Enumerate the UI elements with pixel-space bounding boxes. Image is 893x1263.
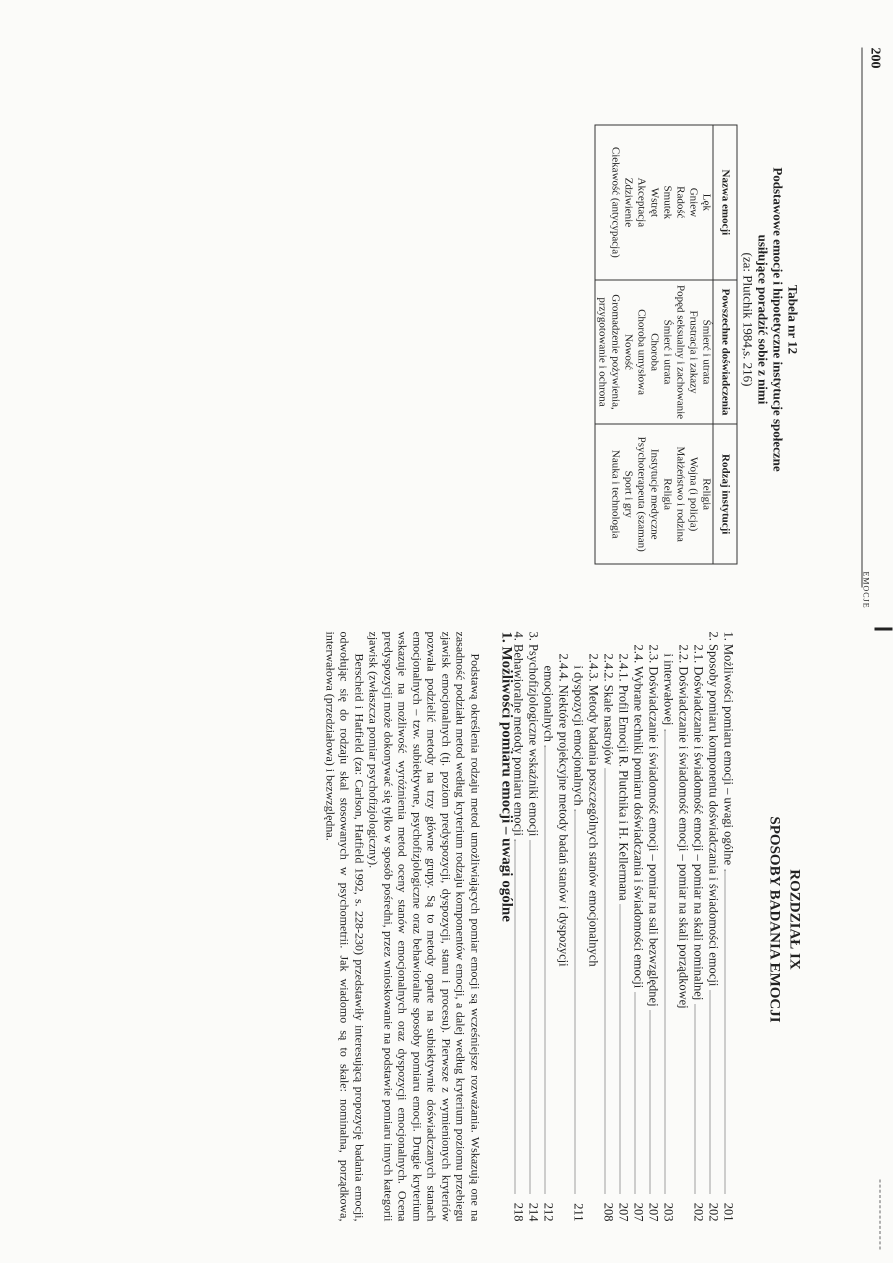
table-row: [687, 125, 700, 564]
cell-emotion: Gniew: [687, 125, 700, 280]
toc-page-number: 207: [616, 1202, 631, 1222]
emotions-table: [595, 125, 738, 565]
toc-entry-title: 2.4.1. Profil Emocji R. Plutchika i H. Kellermana: [616, 653, 631, 901]
toc-leader-dots: [605, 769, 616, 1194]
table-row: [635, 125, 648, 564]
cell-emotion: Radość: [674, 125, 687, 280]
book-spine-mark: [875, 628, 893, 631]
toc-entry-title: 2.2. Doświadczanie i świadomość emocji – pomiar na skali porządkowej: [676, 644, 691, 1009]
cell-experience: Śmierć i utrata: [700, 280, 714, 425]
toc-entry-title: 3. Psychofizjologiczne wskaźniki emocji: [526, 631, 541, 837]
toc-page-number: 207: [631, 1202, 646, 1222]
header-rule: [862, 48, 863, 588]
cell-experience: Frustracja i zakazy: [687, 280, 700, 425]
table-title-line1: Podstawowe emocje i hipotetyczne instytucje społeczne: [770, 167, 786, 472]
cell-experience: Gromadzenie pożywienia, przygotowanie i ochrona: [595, 280, 622, 425]
table-header-row: [713, 125, 737, 564]
cell-institution: Psychoterapeuta (szaman): [635, 424, 648, 564]
cell-experience: Choroba: [648, 280, 661, 425]
toc-page-number: 208: [601, 1202, 616, 1222]
toc-page-number: 211: [571, 1203, 586, 1222]
cell-institution: Małżeństwo i rodzina: [674, 424, 687, 564]
toc-page-number: 214: [526, 1202, 541, 1222]
cell-institution: Sport i gry: [622, 424, 635, 564]
table-label: Tabela nr 12: [785, 284, 801, 355]
chapter-number: ROZDZIAŁ IX: [786, 869, 803, 970]
toc-entry-title: 2.4.4. Niektóre projekcyjne metody badań stanów i dyspozycji: [556, 653, 571, 967]
table-caption: [741, 115, 801, 525]
cell-institution: Instytucje medyczne: [648, 424, 661, 564]
toc-entry-title: 2.4. Wybrane techniki pomiaru doświadczania i świadomości emocji: [631, 644, 646, 989]
toc-entry: [646, 632, 661, 1222]
cell-institution: Religia: [661, 424, 674, 564]
running-head: EMOCJE: [861, 571, 871, 609]
header-institution: Rodzaj instytucji: [713, 424, 737, 564]
cell-experience: Nowość: [622, 280, 635, 425]
toc-leader-dots: [695, 1004, 706, 1193]
toc-entry: [691, 632, 706, 1222]
toc-leader-dots: [515, 840, 526, 1194]
toc-entry-title: 4. Behawioralne metody pomiaru emocji: [511, 631, 526, 836]
toc-page-number: 207: [646, 1202, 661, 1222]
toc-entry-title: 2.3. Doświadczanie i świadomość emocji – pomiar na sali bezwzględnej: [646, 644, 661, 1007]
paragraph: Podstawą określenia rodzaju metod umożliwiających pomiar emocji są wcześniejsze rozważania. Wskazują one na zasadność podziału metod według kryterium rodzaju komponentów emocji, a dalej według kryterium poziomu przebiegu zjawisk emocjonalnych (tj. poziom predyspozycji, dyspozycji, stanu i procesu). Pierwsze z wymienionych kryteriów pozwala podzielić metody na trzy główne grupy. Są to metody oparte na subiektywnie doświadczanych stanach emocjonalnych – tzw. subiektywne, psychofizjologiczne oraz behawioralne sposoby pomiaru emocji. Drugie kryterium wskazuje na możliwość wyróżnienia metod oceny stanów emocjonalnych oraz dyspozycji emocjonalnych. Ocena predyspozycji może dokonywać się tylko w sposób pośredni, przez wnioskowanie na podstawie pomiaru innych kategorii zjawisk (zwłaszcza pomiar psychofizjologiczny).: [367, 631, 483, 1222]
header-experience: Powszechne doświadczenia: [713, 280, 737, 425]
toc-page-number: 202: [706, 1202, 721, 1222]
toc-entry: [601, 632, 616, 1222]
cell-emotion: Wstręt: [648, 125, 661, 280]
toc-leader-dots: [635, 992, 646, 1193]
toc-page-number: 202: [691, 1202, 706, 1222]
toc-entry: [616, 632, 631, 1222]
header-emotion: Nazwa emocji: [713, 125, 737, 280]
toc-entry-title: i interwałowej: [661, 653, 676, 726]
toc-leader-dots: [620, 905, 631, 1194]
toc-entry: [526, 632, 541, 1222]
cell-emotion: Akceptacja: [635, 125, 648, 280]
toc-page-number: 212: [541, 1202, 556, 1222]
cell-emotion: Smutek: [661, 125, 674, 280]
toc-entry: [586, 632, 601, 1222]
cell-emotion: Zdziwienie: [622, 125, 635, 280]
toc-page-number: 218: [511, 1202, 526, 1222]
toc-entry-title: 1. Możliwości pomiaru emocji – uwagi ogólne: [721, 631, 736, 866]
toc-entry: [541, 632, 556, 1222]
toc-entry-title: 2. Sposoby pomiaru komponentu doświadczania i świadomości emocji: [706, 631, 721, 987]
table-title-line2: usiłujące poradzić sobie z nimi: [755, 234, 771, 405]
section-heading: 1. Możliwości pomiaru emocji – uwagi ogólne: [498, 631, 515, 922]
table-row: [622, 125, 635, 564]
toc-entry-title: 2.4.3. Metody badania poszczególnych stanów emocjonalnych: [586, 653, 601, 967]
toc-leader-dots: [530, 840, 541, 1193]
toc-entry: [631, 632, 646, 1222]
scan-artifact: [880, 1180, 881, 1250]
table-row: [648, 125, 661, 564]
toc-entry-title: 2.4.2. Skale nastrojów: [601, 653, 616, 765]
toc-entry: [721, 632, 736, 1222]
cell-institution: Religia: [700, 424, 714, 564]
paragraph: Berscheid i Hatfield (za: Carlson, Hatfield 1992, s. 228-230) przedstawiły interesującą propozycję badania emocji, odwołując się do rodzaju skal stosowanych w psychometrii. Jak wiadomo są to skale: nominalna, porządkowa, interwałowa (przedziałowa) i bezwzględna.: [323, 631, 367, 1222]
cell-emotion: Ciekawość (antycypacja): [595, 125, 622, 280]
chapter-contents: [511, 632, 736, 1222]
toc-entry: [706, 632, 721, 1222]
toc-entry: [661, 632, 676, 1222]
chapter-title: SPOSOBY BADANIA EMOCJI: [766, 816, 783, 1023]
cell-experience: Popęd seksualny i zachowanie: [674, 280, 687, 425]
toc-leader-dots: [710, 990, 721, 1193]
toc-leader-dots: [650, 1011, 661, 1194]
table-row: [700, 125, 714, 564]
toc-entry: [571, 632, 586, 1222]
section-body: [323, 632, 483, 1222]
toc-page-number: 201: [721, 1202, 736, 1222]
toc-entry-title: i dyspozycji emocjonalnych: [571, 665, 586, 806]
cell-institution: Wojna (i policja): [687, 424, 700, 564]
toc-page-number: 203: [661, 1202, 676, 1222]
table-row: [595, 125, 622, 564]
toc-entry: [556, 632, 571, 1222]
page-number: 200: [867, 47, 883, 69]
toc-entry: [676, 632, 691, 1222]
toc-leader-dots: [665, 729, 676, 1193]
toc-entry-title: emocjonalnych: [541, 665, 556, 742]
table-source: (za: Plutchik 1984,s. 216): [740, 252, 756, 387]
cell-experience: Śmierć i utrata: [661, 280, 674, 425]
toc-leader-dots: [545, 746, 556, 1194]
cell-institution: Nauka i technologia: [595, 424, 622, 564]
cell-emotion: Lęk: [700, 125, 714, 280]
table-row: [674, 125, 687, 564]
toc-leader-dots: [725, 869, 736, 1193]
toc-entry-title: 2.1. Doświadczanie i świadomość emocji – pomiar na skali nominalnej: [691, 644, 706, 1001]
cell-experience: Choroba umysłowa: [635, 280, 648, 425]
toc-leader-dots: [575, 810, 586, 1194]
table-row: [661, 125, 674, 564]
